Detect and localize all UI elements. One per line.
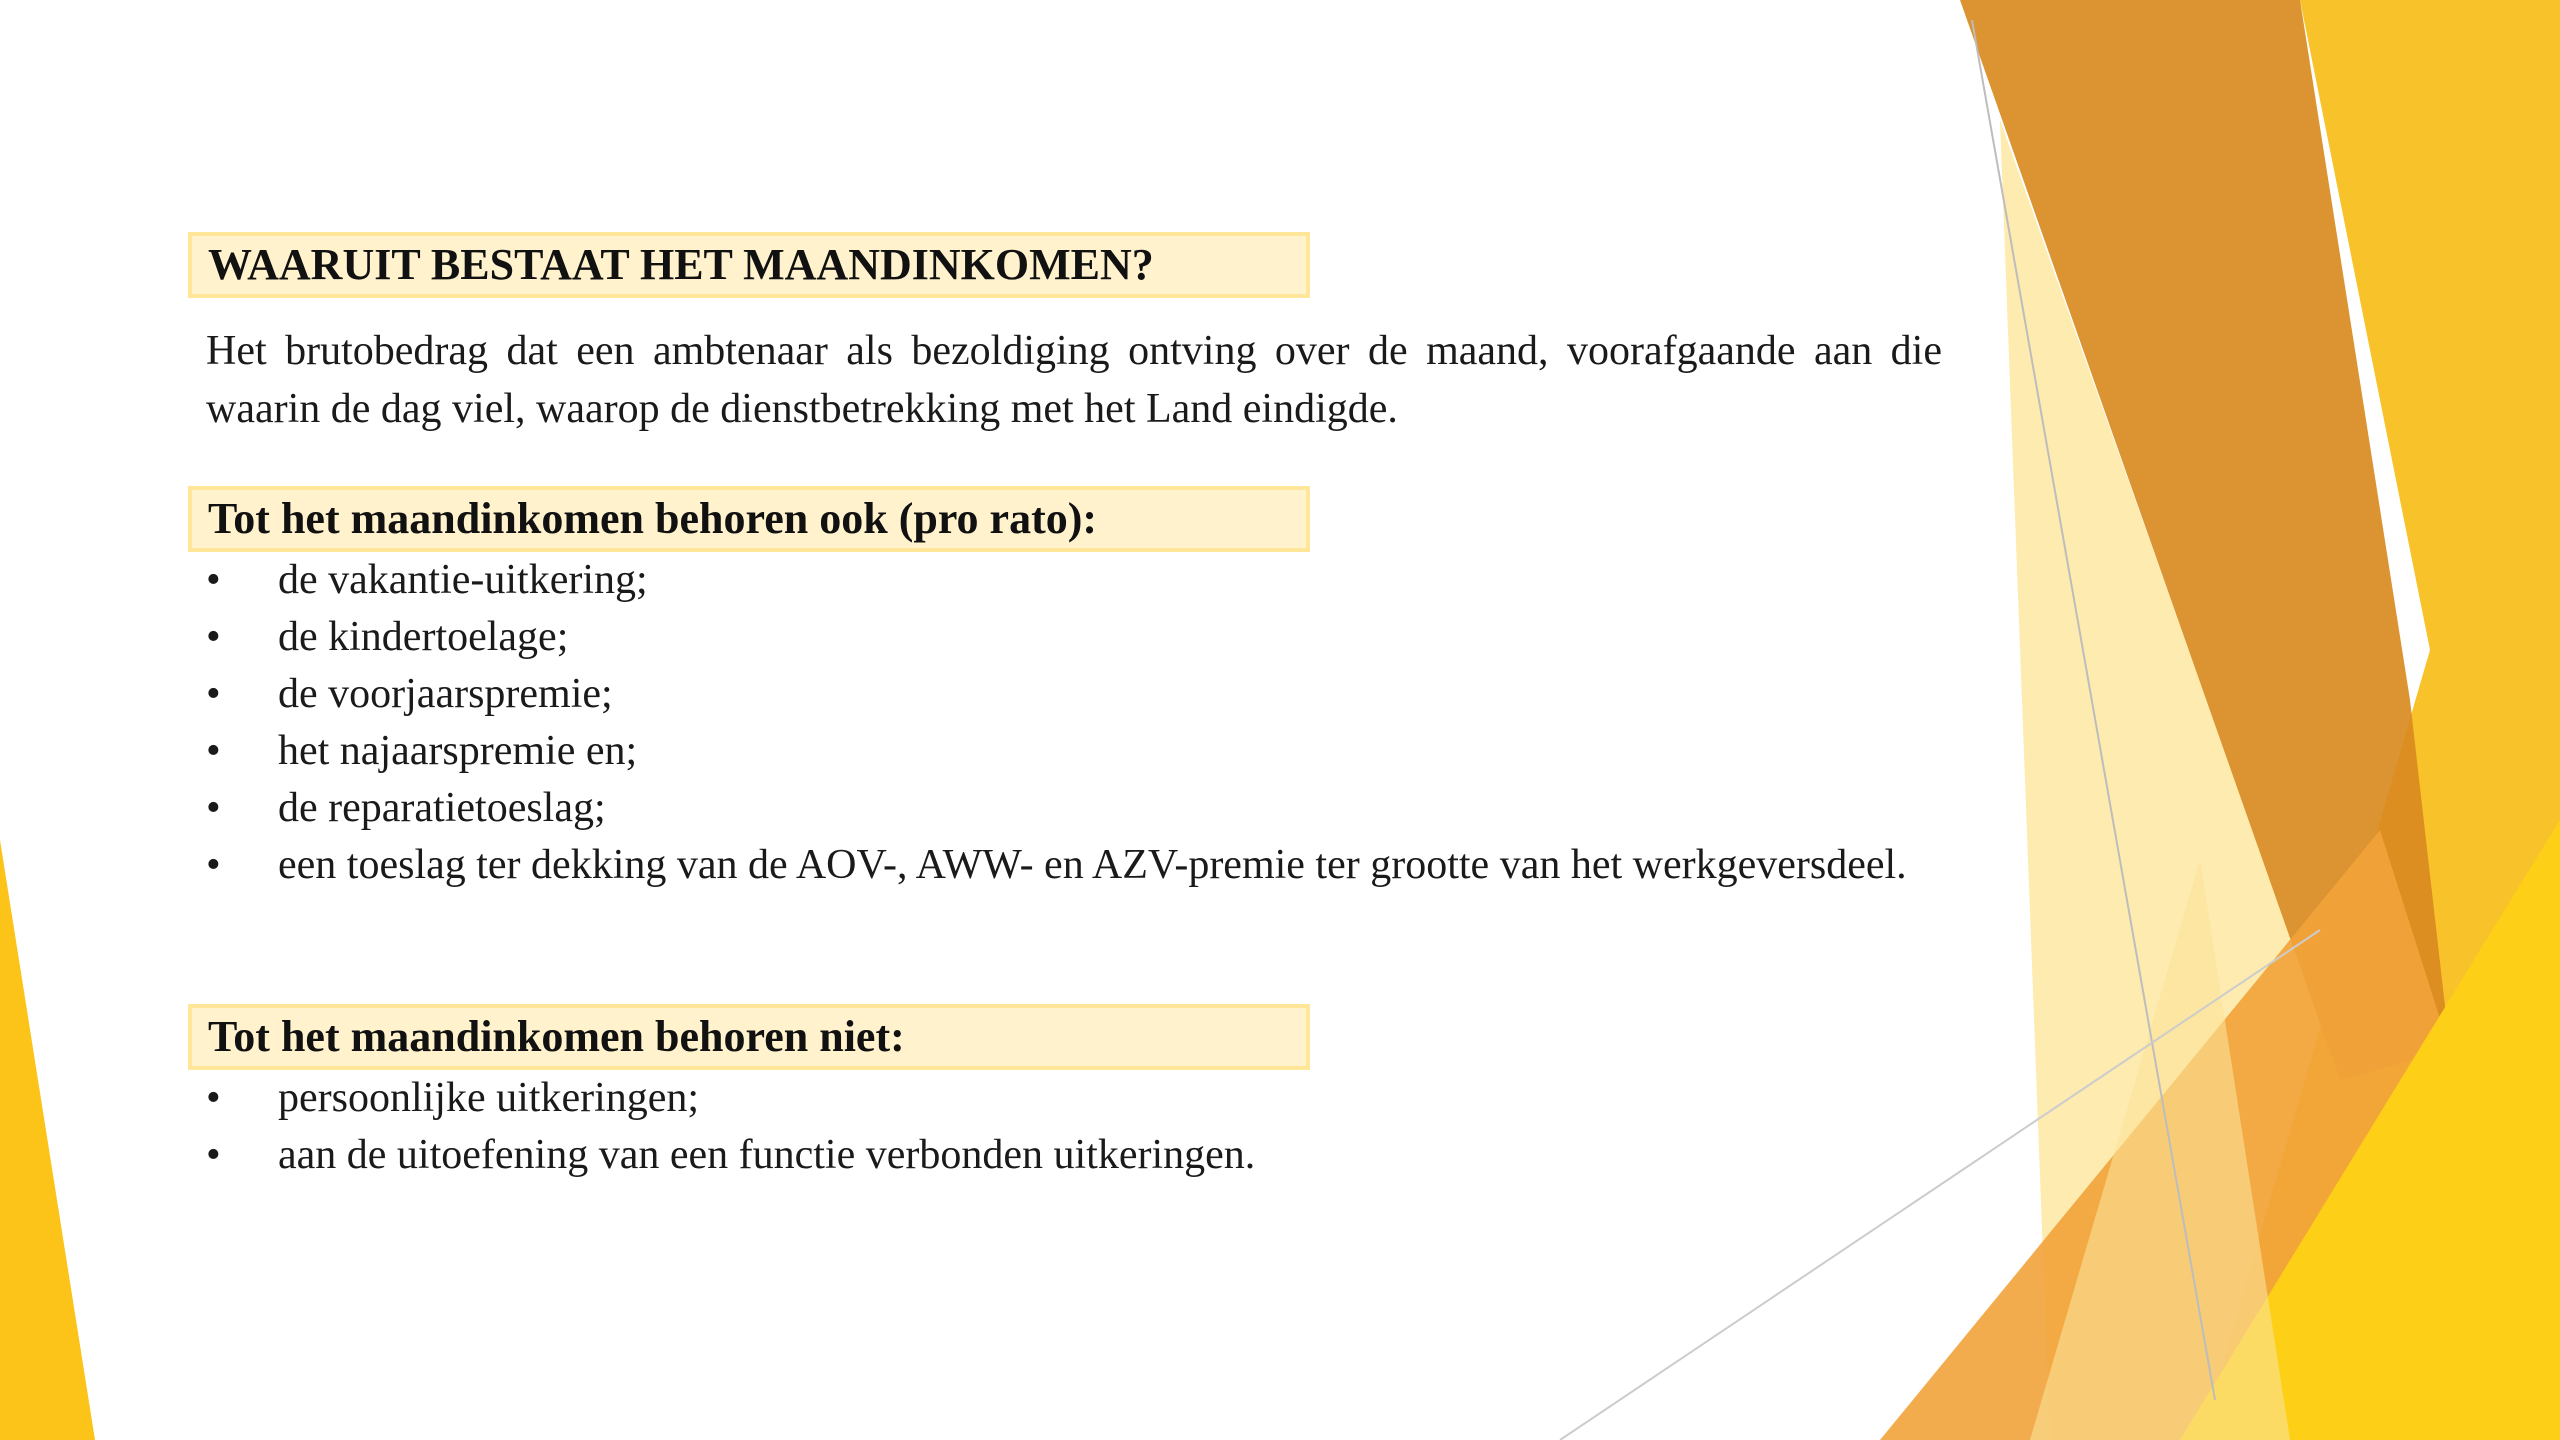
heading-included: Tot het maandinkomen behoren ook (pro rato):: [188, 486, 1310, 552]
list-item: [206, 1070, 1942, 1127]
list-item-text: de vakantie-uitkering;: [278, 557, 648, 603]
included-list: [206, 552, 1942, 894]
list-item-text: persoonlijke uitkeringen;: [278, 1075, 700, 1121]
list-item: [206, 837, 1942, 894]
list-item: [206, 609, 1942, 666]
bullet-icon: •: [206, 614, 221, 660]
bullet-icon: •: [206, 557, 221, 603]
bullet-icon: •: [206, 842, 221, 888]
list-item-text: aan de uitoefening van een functie verbonden uitkeringen.: [278, 1132, 1256, 1178]
bullet-icon: •: [206, 1075, 221, 1121]
intro-paragraph: Het brutobedrag dat een ambtenaar als bezoldiging ontving over de maand, voorafgaande aan die waarin de dag viel, waarop de dienstbetrekking met het Land eindigde.: [206, 328, 1942, 432]
heading-maandinkomen: WAARUIT BESTAAT HET MAANDINKOMEN?: [188, 232, 1310, 298]
list-item: [206, 552, 1942, 609]
bullet-icon: •: [206, 728, 221, 774]
list-item: [206, 780, 1942, 837]
list-item-text: de kindertoelage;: [278, 614, 569, 660]
bullet-icon: •: [206, 671, 221, 717]
bullet-icon: •: [206, 1132, 221, 1178]
excluded-list: [206, 1070, 1942, 1184]
heading-excluded: Tot het maandinkomen behoren niet:: [188, 1004, 1310, 1070]
list-item-text: de reparatietoeslag;: [278, 785, 606, 831]
list-item-text: het najaarspremie en;: [278, 728, 638, 774]
bullet-icon: •: [206, 785, 221, 831]
list-item-text: de voorjaarspremie;: [278, 671, 613, 717]
list-item: [206, 666, 1942, 723]
list-item: [206, 1127, 1942, 1184]
list-item-text: een toeslag ter dekking van de AOV-, AWW- en AZV-premie ter grootte van het werkgeversdeel.: [278, 842, 1907, 888]
list-item: [206, 723, 1942, 780]
